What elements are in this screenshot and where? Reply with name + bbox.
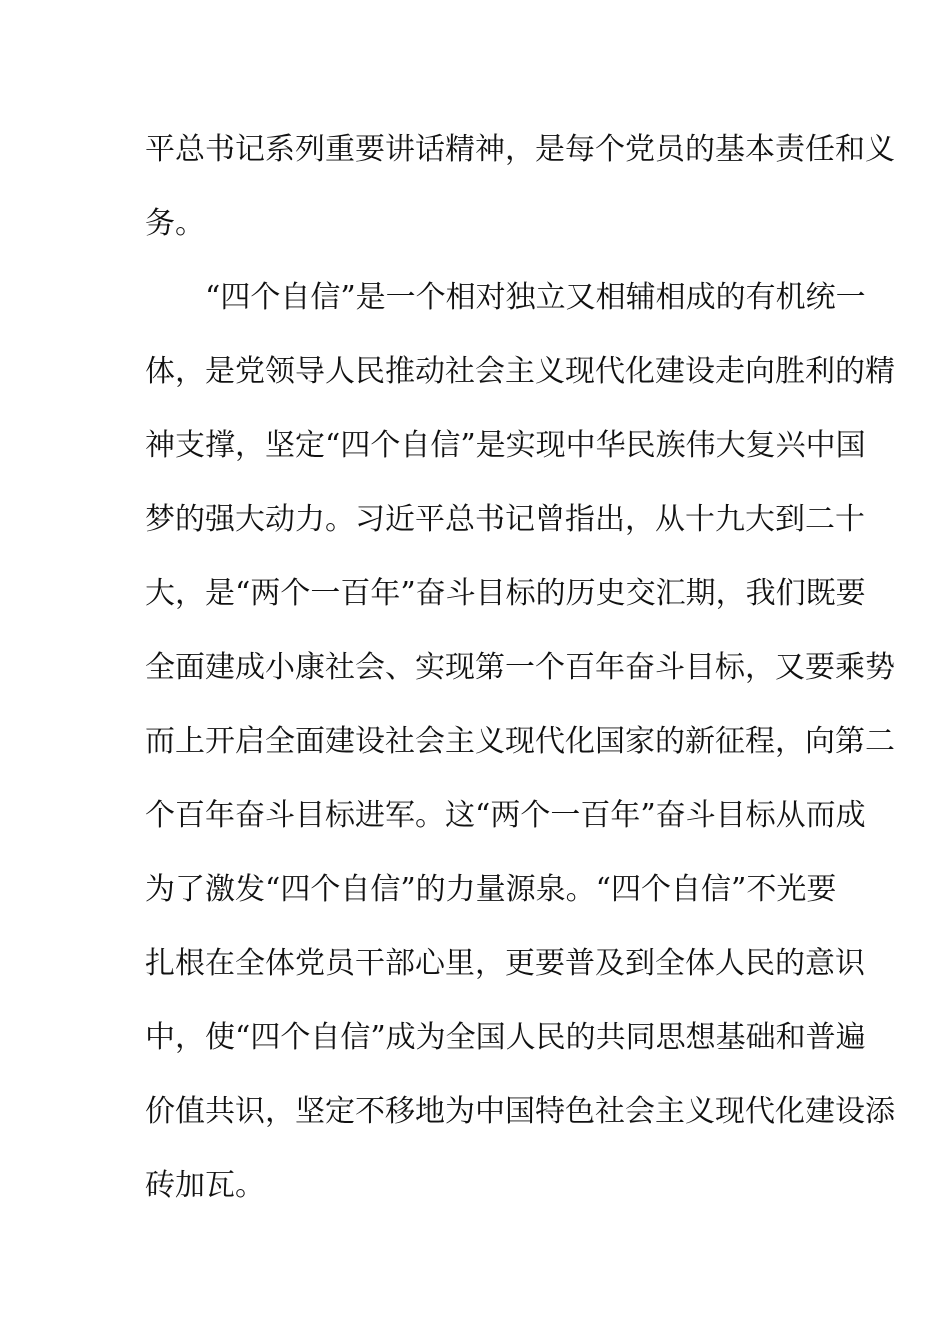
text-line-3: “四个自信”是一个相对独立又相辅相成的有机统一: [205, 280, 866, 315]
text-line-6: 梦的强大动力。习近平总书记曾指出，从十九大到二十: [145, 502, 865, 537]
text-line-14: 价值共识，坚定不移地为中国特色社会主义现代化建设添: [145, 1094, 895, 1129]
text-line-9: 而上开启全面建设社会主义现代化国家的新征程，向第二: [145, 724, 895, 759]
text-line-7: 大，是“两个一百年”奋斗目标的历史交汇期，我们既要: [145, 576, 866, 611]
text-line-12: 扎根在全体党员干部心里，更要普及到全体人民的意识: [145, 946, 865, 981]
text-line-10: 个百年奋斗目标进军。这“两个一百年”奋斗目标从而成: [145, 798, 866, 833]
text-line-11: 为了激发“四个自信”的力量源泉。“四个自信”不光要: [145, 872, 837, 907]
text-line-13: 中，使“四个自信”成为全国人民的共同思想基础和普遍: [145, 1020, 866, 1055]
text-line-15: 砖加瓦。: [145, 1168, 265, 1203]
text-line-2: 务。: [145, 206, 205, 241]
text-line-4: 体，是党领导人民推动社会主义现代化建设走向胜利的精: [145, 354, 895, 389]
text-line-5: 神支撑，坚定“四个自信”是实现中华民族伟大复兴中国: [145, 428, 866, 463]
text-line-1: 平总书记系列重要讲话精神，是每个党员的基本责任和义: [145, 132, 895, 167]
text-line-8: 全面建成小康社会、实现第一个百年奋斗目标，又要乘势: [145, 650, 895, 685]
